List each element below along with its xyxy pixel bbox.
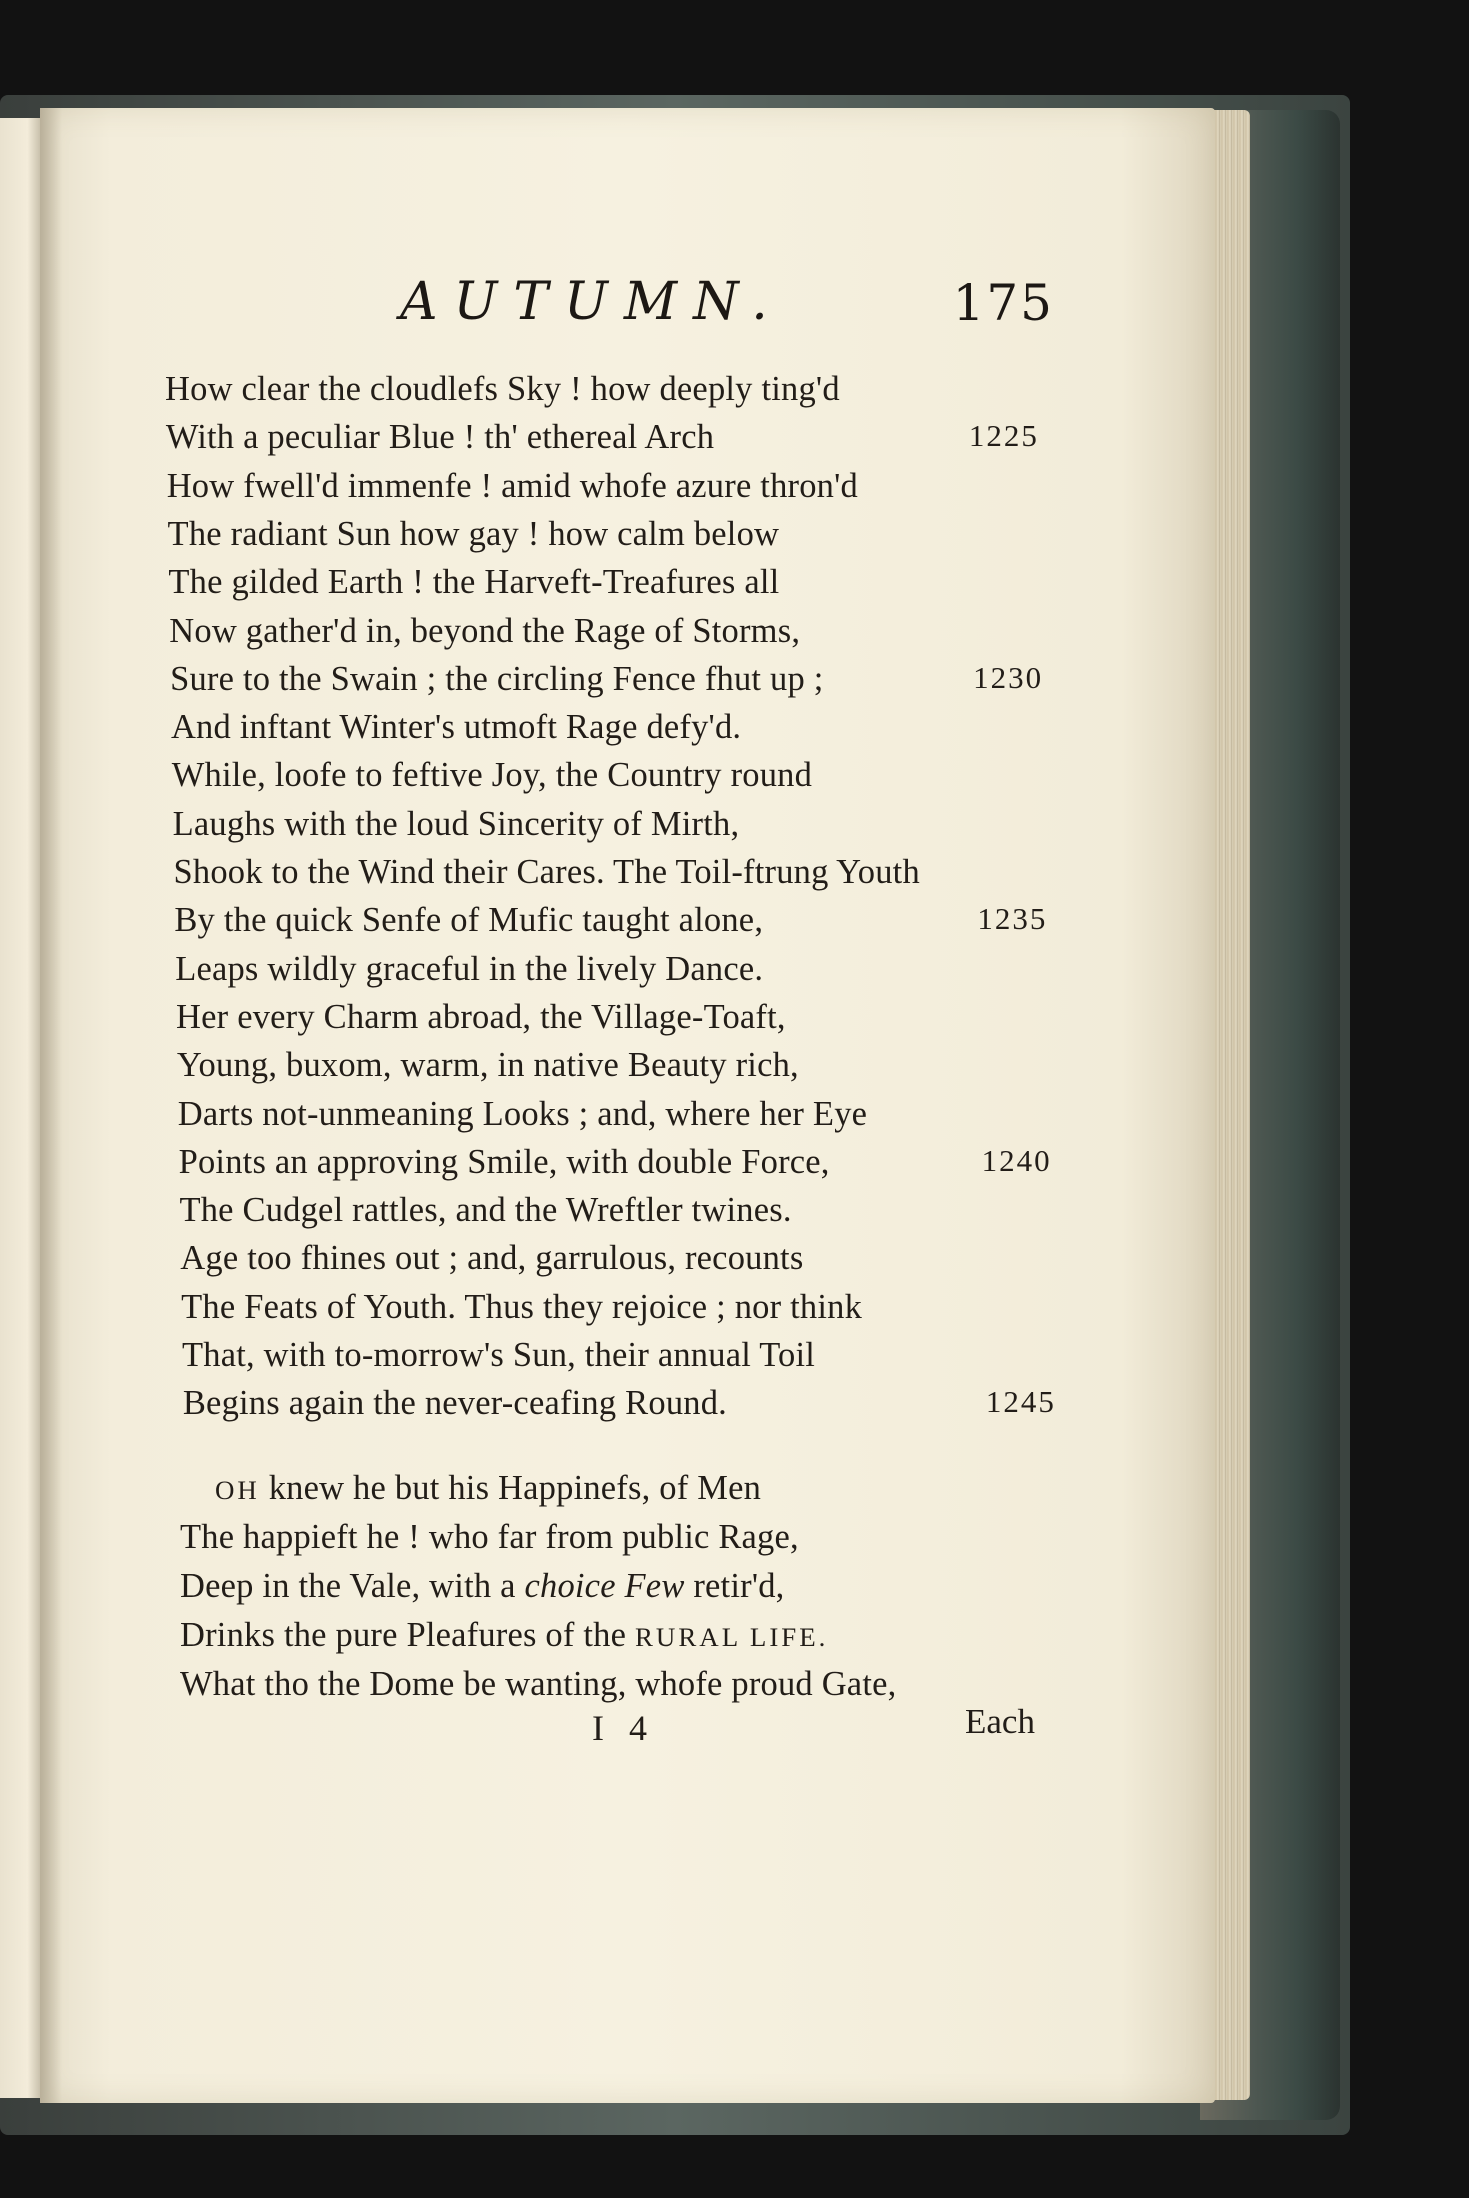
catchword: Each [965,1702,1035,1741]
verse-text: Age too fhines out ; and, garrulous, recounts [180,1239,804,1278]
verse-text: And inftant Winter's utmoft Rage defy'd. [170,708,742,747]
verse-line: The happieft he ! who far from public Rage, [180,1518,799,1556]
verse-text: Leaps wildly graceful in the lively Dance. [175,949,764,988]
verse-text: Shook to the Wind their Cares. The Toil-ftrung Youth [173,853,920,891]
line-number: 1240 [981,1142,1052,1178]
verse-line [183,1384,1056,1423]
verse-line [172,756,1045,795]
small-caps-phrase: RURAL LIFE. [634,1622,829,1652]
verse-text: The Cudgel rattles, and the Wreftler twines. [179,1191,792,1230]
verse-text: Laughs with the loud Sincerity of Mirth, [172,804,740,843]
running-title: AUTUMN. [400,272,784,332]
verse-line [175,950,1048,989]
verse-text: Begins again the never-ceafing Round. [182,1384,727,1423]
verse-line: Drinks the pure Pleafures of the RURAL LIFE. [180,1616,829,1654]
verse-line [181,1288,1054,1327]
verse-line [177,1046,1050,1085]
verse-line [179,1191,1052,1230]
verse-line [168,563,1041,602]
verse-line [168,515,1041,554]
verse-text: By the quick Senfe of Mufic taught alone, [174,901,764,940]
line-number: 1230 [973,659,1044,695]
signature-mark: I 4 [592,1708,655,1748]
verse-line [180,1239,1053,1278]
verse-line [176,998,1049,1037]
verse-text: While, loofe to feftive Joy, the Country round [171,756,813,795]
verse-line [167,467,1040,506]
verse-text: The Feats of Youth. Thus they rejoice ; nor think [181,1287,863,1326]
drop-word: OH [215,1475,260,1505]
verse-text: The radiant Sun how gay ! how calm below [167,514,780,553]
verse-text: Darts not-unmeaning Looks ; and, where her Eye [177,1094,868,1133]
verse-line [171,708,1044,747]
page-gutter [40,108,62,2103]
verse-line [178,1095,1051,1134]
page-number: 175 [952,274,1054,332]
verse-text: With a peculiar Blue ! th' ethereal Arch [165,418,715,457]
verse-text: The gilded Earth ! the Harveft-Treafures all [168,563,780,602]
verse-line [174,853,1047,892]
verse-line [174,901,1047,940]
verse-line [165,370,1038,409]
verse-text: That, with to-morrow's Sun, their annual Toil [182,1336,816,1374]
verse-line [182,1336,1055,1375]
verse-text: How fwell'd immenfe ! amid whofe azure thron'd [166,466,858,505]
verse-text: Now gather'd in, beyond the Rage of Storms, [169,611,801,650]
line-number: 1245 [985,1384,1056,1420]
line-number: 1225 [968,418,1039,454]
italic-phrase: choice Few [524,1567,685,1605]
verse-line [173,805,1046,844]
line-number: 1235 [977,901,1048,937]
verse-text: Sure to the Swain ; the circling Fence fhut up ; [170,659,824,698]
verse-text: Points an approving Smile, with double Force, [178,1142,830,1181]
verse-text: Her every Charm abroad, the Village-Toaft, [176,997,786,1036]
verse-line [166,418,1039,457]
verse-line: What tho the Dome be wanting, whofe proud Gate, [180,1665,897,1703]
page-header [400,272,1054,342]
verse-line: OH knew he but his Happinefs, of Men [215,1469,762,1507]
verse-line [169,612,1042,651]
verse-line: Deep in the Vale, with a choice Few retir'd, [180,1567,785,1605]
verse-text: How clear the cloudlefs Sky ! how deeply ting'd [165,370,840,408]
verse-text: Young, buxom, warm, in native Beauty rich, [176,1046,799,1085]
verse-line [170,660,1043,699]
verse-line [179,1143,1052,1182]
